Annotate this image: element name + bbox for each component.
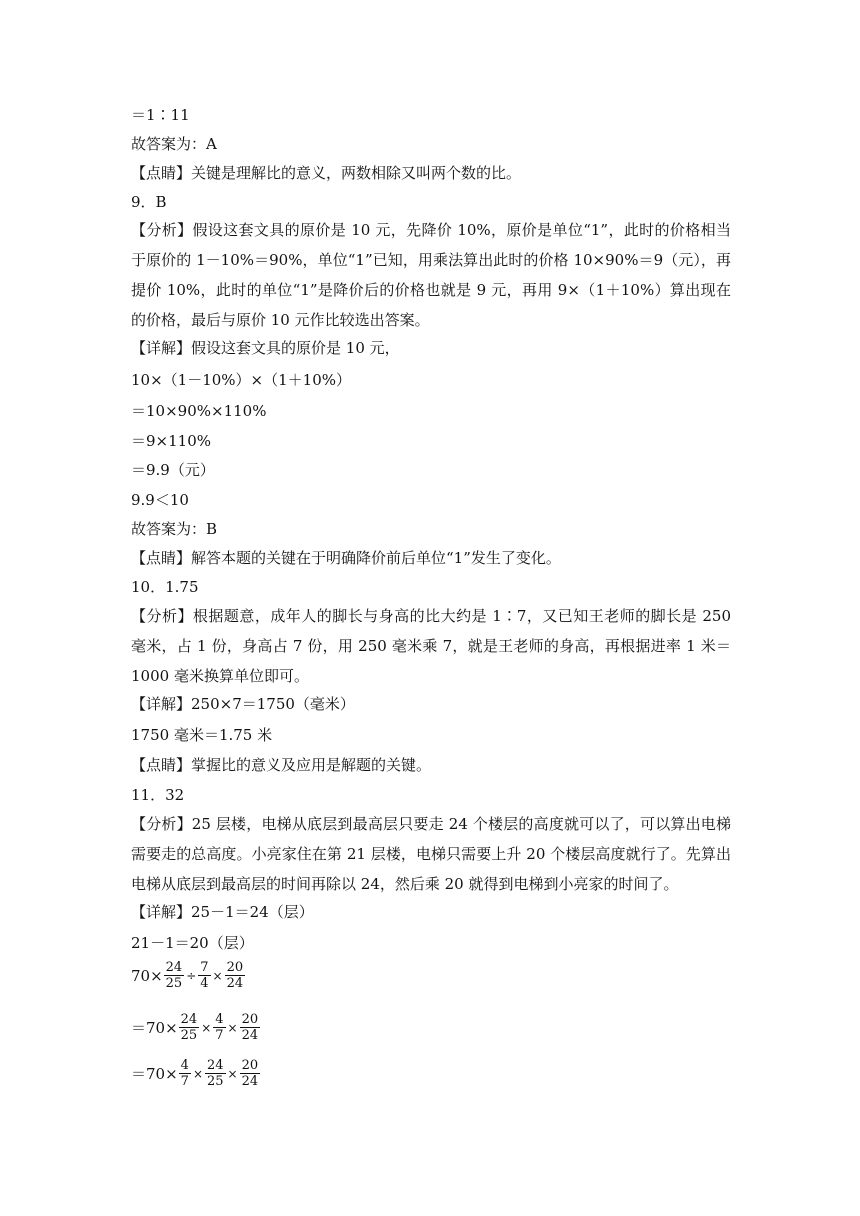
analysis-paragraph-10: 【分析】根据题意，成年人的脚长与身高的比大约是 1∶7，又已知王老师的脚长是 250 毫米，占 1 份，身高占 7 份，用 250 毫米乘 7，就是王老师的身高，再根据进率 1 米＝1000 毫米换算单位即可。: [131, 607, 731, 685]
equation-line: 21－1＝20（层）: [131, 934, 254, 952]
answer-line: 故答案为：A: [131, 135, 217, 153]
fraction: $\frac{24}{25}$: [165, 960, 183, 991]
answer-line: 故答案为：B: [131, 520, 218, 538]
fraction: $\frac{24}{25}$: [180, 1012, 198, 1043]
comment-line: 【点睛】关键是理解比的意义，两数相除又叫两个数的比。: [131, 164, 522, 182]
fraction-expression: ＝70× $\frac{4}{7}$ × $\frac{24}{25}$ × $\frac{20}{24}$: [131, 1058, 259, 1089]
question-answer-11: 11．32: [131, 786, 185, 804]
equation-line: ＝10×90%×110%: [131, 402, 267, 420]
detail-line: 【详解】假设这套文具的原价是 10 元，: [131, 339, 400, 357]
fraction-expression: 70× $\frac{24}{25}$ ÷ $\frac{7}{4}$ × $\frac{20}{24}$: [131, 960, 244, 991]
detail-line: 【详解】250×7＝1750（毫米）: [131, 695, 355, 713]
question-answer-10: 10．1.75: [131, 578, 199, 596]
fraction: $\frac{4}{7}$: [180, 1058, 189, 1089]
fraction: $\frac{20}{24}$: [241, 1058, 259, 1089]
comment-line: 【点睛】掌握比的意义及应用是解题的关键。: [131, 756, 432, 774]
equation-line: ＝9×110%: [131, 432, 211, 450]
equation-line: 1750 毫米＝1.75 米: [131, 726, 273, 744]
comment-line: 【点睛】解答本题的关键在于明确降价前后单位“1”发生了变化。: [131, 549, 561, 567]
analysis-paragraph-9: 【分析】假设这套文具的原价是 10 元，先降价 10%，原价是单位“1”，此时的价格相当于原价的 1－10%＝90%，单位“1”已知，用乘法算出此时的价格 10×90%＝9（元），再提价 10%，此时的单位“1”是降价后的价格也就是 9 元，再用 9×（1＋10%）算出现在的价格，最后与原价 10 元作比较选出答案。: [131, 221, 731, 329]
fraction: $\frac{7}{4}$: [200, 960, 209, 991]
fraction: $\frac{24}{25}$: [207, 1058, 224, 1089]
comparison-line: 9.9＜10: [131, 491, 189, 509]
analysis-paragraph-11: 【分析】25 层楼，电梯从底层到最高层只要走 24 个楼层的高度就可以了，可以算出电梯需要走的总高度。小亮家住在第 21 层楼，电梯只需要上升 20 个楼层高度就行了。先算出电梯从底层到最高层的时间再除以 24，然后乘 20 就得到电梯到小亮家的时间了。: [131, 815, 731, 893]
fraction: $\frac{20}{24}$: [226, 960, 244, 991]
equation-line: 10×（1－10%）×（1＋10%）: [131, 371, 351, 389]
fraction: $\frac{20}{24}$: [241, 1012, 259, 1043]
equation-line: ＝9.9（元）: [131, 461, 215, 479]
fraction: $\frac{4}{7}$: [215, 1012, 224, 1043]
fraction-expression: ＝70× $\frac{24}{25}$ × $\frac{4}{7}$ × $\frac{20}{24}$: [131, 1012, 259, 1043]
question-answer-9: 9．B: [131, 193, 167, 211]
detail-line: 【详解】25－1＝24（层）: [131, 903, 314, 921]
equation-line: ＝1∶11: [131, 106, 190, 124]
